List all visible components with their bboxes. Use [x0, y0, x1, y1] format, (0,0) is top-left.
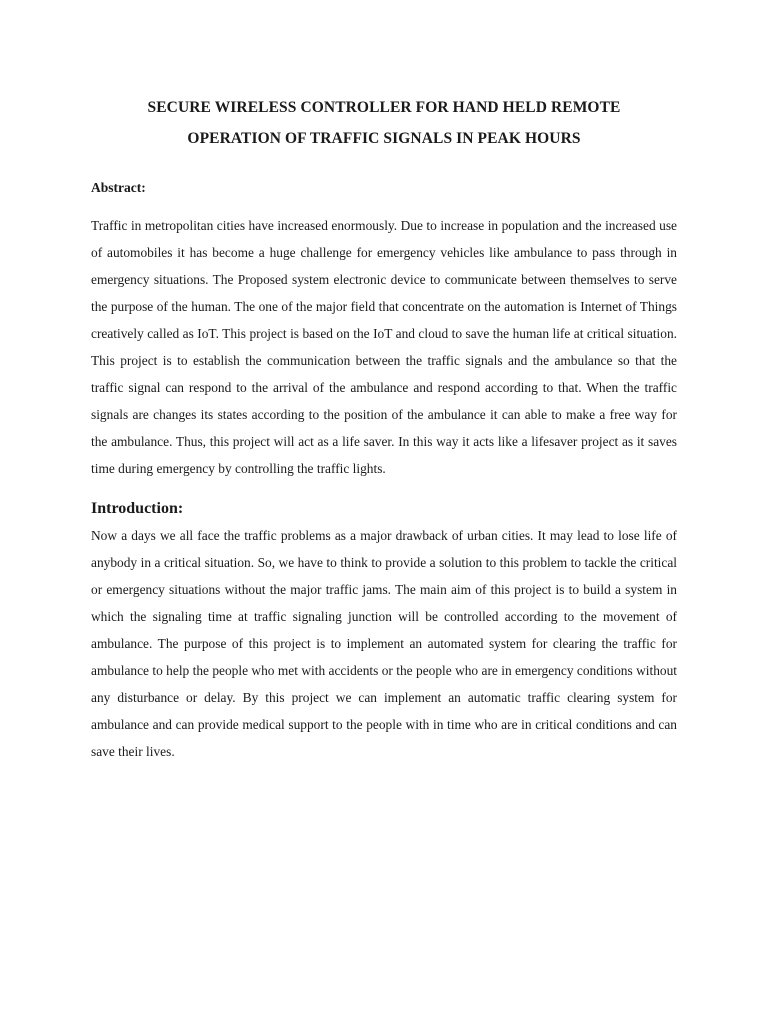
document-page — [91, 92, 677, 765]
introduction-paragraph: Now a days we all face the traffic problems as a major drawback of urban cities. It may lead to lose life of anybody in a critical situation. So, we have to think to provide a solution to this problem to tackle the critical or emergency situations without the major traffic jams. The main aim of this project is to build a system in which the signaling time at traffic signaling junction will be controlled according to the movement of ambulance. The purpose of this project is to implement an automated system for clearing the traffic for ambulance to help the people who met with accidents or the people who are in emergency conditions without any disturbance or delay. By this project we can implement an automatic traffic clearing system for ambulance and can provide medical support to the people with in time who are in critical conditions and can save their lives. — [91, 528, 677, 759]
title-line-2: OPERATION OF TRAFFIC SIGNALS IN PEAK HOURS — [187, 130, 581, 147]
introduction-heading: Introduction: — [91, 500, 184, 517]
abstract-heading: Abstract: — [91, 180, 146, 195]
document-title — [91, 92, 677, 154]
title-line-1: SECURE WIRELESS CONTROLLER FOR HAND HELD REMOTE — [147, 99, 621, 116]
abstract-paragraph: Traffic in metropolitan cities have increased enormously. Due to increase in population and the increased use of automobiles it has become a huge challenge for emergency vehicles like ambulance to pass through in emergency situations. The Proposed system electronic device to communicate between themselves to serve the purpose of the human. The one of the major field that concentrate on the automation is Internet of Things creatively called as IoT. This project is based on the IoT and cloud to save the human life at critical situation. This project is to establish the communication between the traffic signals and the ambulance so that the traffic signal can respond to the arrival of the ambulance and respond according to that. When the traffic signals are changes its states according to the position of the ambulance it can able to make a free way for the ambulance. Thus, this project will act as a life saver. In this way it acts like a lifesaver project as it saves time during emergency by controlling the traffic lights. — [91, 218, 677, 476]
